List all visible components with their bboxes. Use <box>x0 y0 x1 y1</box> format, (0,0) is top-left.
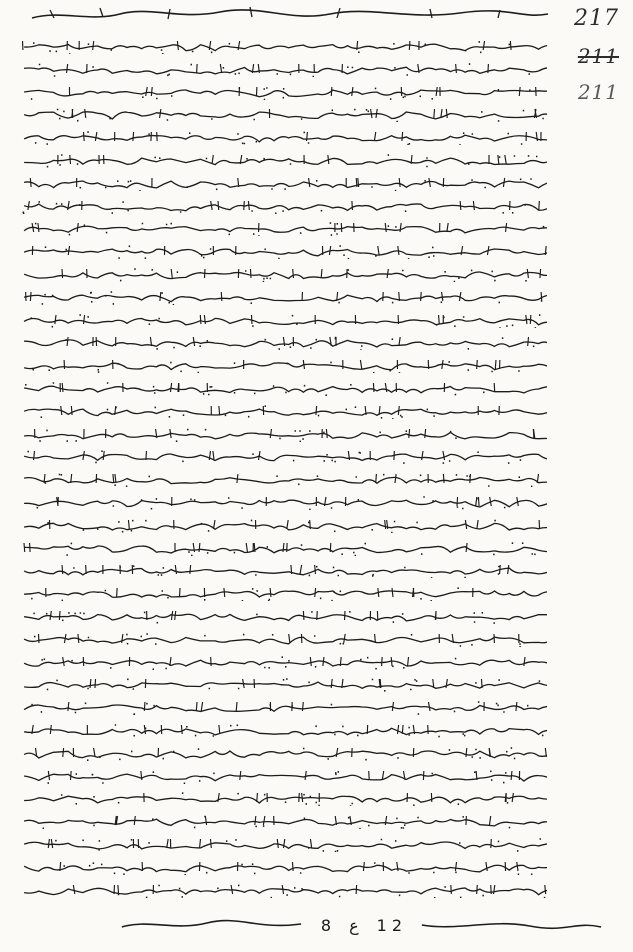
closing-date-day: 8 <box>320 915 332 935</box>
text-line <box>22 496 547 510</box>
text-line <box>22 200 547 214</box>
closing-date-month: ع <box>349 915 359 935</box>
text-line <box>22 154 547 168</box>
text-line <box>22 336 547 350</box>
text-line <box>22 108 547 122</box>
text-line <box>22 40 547 54</box>
folio-struck: 211 <box>577 44 619 68</box>
text-line <box>22 268 547 282</box>
text-line <box>22 884 547 898</box>
text-line <box>22 245 547 259</box>
text-line <box>22 382 547 396</box>
text-line <box>22 678 547 692</box>
text-line <box>22 177 547 191</box>
closing-script <box>120 915 303 935</box>
folio-numbers <box>545 6 619 114</box>
text-line <box>22 815 547 829</box>
text-line <box>22 359 547 373</box>
text-line <box>22 291 547 305</box>
text-line <box>22 63 547 77</box>
text-line <box>22 428 547 442</box>
header-line <box>30 4 550 26</box>
text-line <box>22 770 547 784</box>
text-line <box>22 724 547 738</box>
text-line <box>22 542 547 556</box>
text-line <box>22 473 547 487</box>
text-line <box>22 519 547 533</box>
folio-faded: 211 <box>577 80 619 104</box>
closing-date-line <box>120 914 603 936</box>
text-line <box>22 222 547 236</box>
text-line <box>22 656 547 670</box>
text-line <box>22 747 547 761</box>
text-line <box>22 405 547 419</box>
text-line <box>22 633 547 647</box>
text-line <box>22 838 547 852</box>
text-line <box>22 131 547 145</box>
text-line <box>22 86 547 100</box>
text-line <box>22 564 547 578</box>
text-line <box>22 610 547 624</box>
text-line <box>22 861 547 875</box>
closing-date-digits: 1 2 <box>376 915 403 935</box>
text-line <box>22 701 547 715</box>
text-line <box>22 314 547 328</box>
closing-script-2 <box>420 915 603 935</box>
text-line <box>22 450 547 464</box>
folio-current: 217 <box>574 6 619 31</box>
text-line <box>22 587 547 601</box>
text-line <box>22 792 547 806</box>
